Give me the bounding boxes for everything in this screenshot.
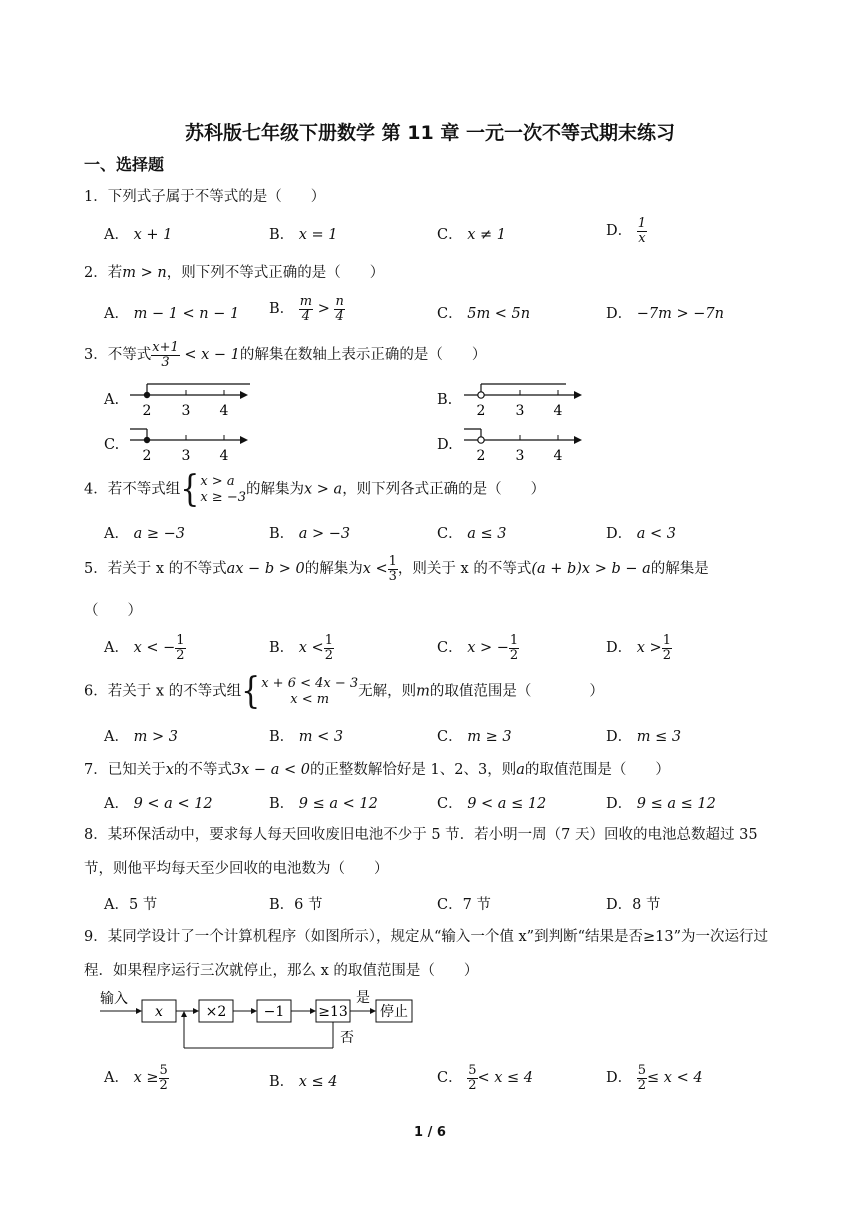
- option-b-label: B.: [437, 392, 453, 408]
- program-flowchart: [100, 990, 430, 1056]
- question-9-options: [104, 1063, 824, 1096]
- tick-label: 3: [181, 448, 191, 464]
- page-number: 1 / 6: [414, 1125, 446, 1140]
- tick-label: 2: [142, 403, 152, 419]
- option-c: C． a ≤ 3: [437, 526, 507, 542]
- svg-text:≥13: ≥13: [318, 1004, 348, 1020]
- option-a: A． 9 < a < 12: [104, 796, 213, 812]
- tick-label: 4: [553, 448, 563, 464]
- question-8: 8．某环保活动中，要求每人每天回收废旧电池不少于 5 节．若小明一周（7 天）回收的电池总数超过 35 节，则他平均每天至少回收的电池数为（ ）: [84, 827, 758, 877]
- number-line-b: [462, 380, 592, 420]
- question-4-options: [104, 522, 824, 548]
- tick-label: 2: [476, 448, 486, 464]
- flow-yes-label: 是: [356, 990, 370, 1006]
- option-c: C．7 节: [437, 897, 491, 913]
- question-7: 7．已知关于x的不等式3x − a < 0的正整数解恰好是 1、2、3，则a的取值范围是（ ）: [84, 762, 670, 778]
- tick-label: 3: [181, 403, 191, 419]
- tick-label: 2: [476, 403, 486, 419]
- question-8-options: [104, 893, 824, 919]
- option-b: B．6 节: [269, 897, 323, 913]
- option-a: A． x < − $\frac{1}{2}$: [104, 633, 185, 663]
- svg-text:x: x: [155, 1004, 163, 1020]
- question-7-options: [104, 792, 824, 818]
- question-1: 1．下列式子属于不等式的是（ ）: [84, 189, 326, 205]
- option-b: B． a > −3: [269, 526, 351, 542]
- tick-label: 4: [219, 448, 229, 464]
- question-5-options: [104, 633, 824, 666]
- tick-label: 2: [142, 448, 152, 464]
- option-c: C． 9 < a ≤ 12: [437, 796, 547, 812]
- option-c: C． x ≠ 1: [437, 227, 506, 243]
- question-2-options: [104, 294, 824, 328]
- option-d: D．8 节: [606, 897, 661, 913]
- option-d: D． −7m > −7n: [606, 306, 724, 322]
- option-a: A． a ≥ −3: [104, 526, 185, 542]
- tick-label: 4: [553, 403, 563, 419]
- option-d: D． a < 3: [606, 526, 676, 542]
- option-c: C． m ≥ 3: [437, 729, 512, 745]
- svg-text:停止: 停止: [380, 1004, 408, 1020]
- tick-label: 4: [219, 403, 229, 419]
- section-heading: 一、选择题: [84, 155, 165, 174]
- question-9: 9．某同学设计了一个计算机程序（如图所示），规定从“输入一个值 x”到判断“结果是否≥13”为一次运行过程．如果程序运行三次就停止，那么 x 的取值范围是（ ）: [84, 929, 769, 979]
- option-d: D． x > $\frac{1}{2}$: [606, 633, 671, 663]
- option-c-label: C.: [104, 437, 120, 453]
- question-4: 4．若不等式组{ x > a x ≥ −3 的解集为x > a，则下列各式正确的是（ ）: [84, 467, 546, 510]
- option-d-label: D.: [437, 437, 453, 453]
- number-line-d: [462, 425, 592, 465]
- option-b: B． m < 3: [269, 729, 344, 745]
- option-d: D． 9 ≤ a ≤ 12: [606, 796, 716, 812]
- option-c: C． $\frac{5}{2}$ < x ≤ 4: [437, 1063, 534, 1093]
- svg-text:−1: −1: [263, 1004, 285, 1020]
- option-b: B． $\frac{m}{4}$ > $\frac{n}{4}$: [269, 294, 344, 324]
- tick-label: 3: [515, 403, 525, 419]
- option-c: C． x > − $\frac{1}{2}$: [437, 633, 519, 663]
- number-line-c: [128, 425, 258, 465]
- option-d: D． m ≤ 3: [606, 729, 682, 745]
- question-5-paren: （ ）: [84, 603, 142, 619]
- question-2: 2．若m > n，则下列不等式正确的是（ ）: [84, 265, 385, 281]
- option-d: D． $\frac{1}{x}$: [606, 216, 647, 246]
- option-b: B． x = 1: [269, 227, 338, 243]
- option-d: D． $\frac{5}{2}$ ≤ x < 4: [606, 1063, 703, 1093]
- option-b: B． x ≤ 4: [269, 1074, 338, 1090]
- tick-label: 3: [515, 448, 525, 464]
- page-title: 苏科版七年级下册数学 第 11 章 一元一次不等式期末练习: [185, 122, 675, 144]
- option-a: A． x ≥ $\frac{5}{2}$: [104, 1063, 168, 1093]
- option-a: A． m > 3: [104, 729, 178, 745]
- question-1-options: [104, 216, 824, 249]
- flow-input-label: 输入: [100, 991, 128, 1007]
- option-c: C． 5m < 5n: [437, 306, 531, 322]
- option-a: A． m − 1 < n − 1: [104, 306, 240, 322]
- question-6-options: [104, 725, 824, 751]
- svg-text:×2: ×2: [205, 1004, 227, 1020]
- option-a: A．5 节: [104, 897, 158, 913]
- option-a: A． x + 1: [104, 227, 173, 243]
- question-3: 3．不等式 $\frac{x+1}{3}$ < x − 1的解集在数轴上表示正确的是（ ）: [84, 340, 487, 370]
- question-6: 6．若关于 x 的不等式组{ x + 6 < 4x − 3 x < m 无解，则m的取值范围是（ ）: [84, 669, 604, 712]
- question-5: 5．若关于 x 的不等式ax − b > 0的解集为x < $\frac{1}{3}$ ，则关于 x 的不等式(a + b)x > b − a的解集是: [84, 554, 709, 584]
- option-b: B． x < $\frac{1}{2}$: [269, 633, 333, 663]
- flow-no-label: 否: [340, 1030, 354, 1046]
- number-line-a: [128, 380, 258, 420]
- option-b: B． 9 ≤ a < 12: [269, 796, 378, 812]
- option-a-label: A.: [104, 392, 120, 408]
